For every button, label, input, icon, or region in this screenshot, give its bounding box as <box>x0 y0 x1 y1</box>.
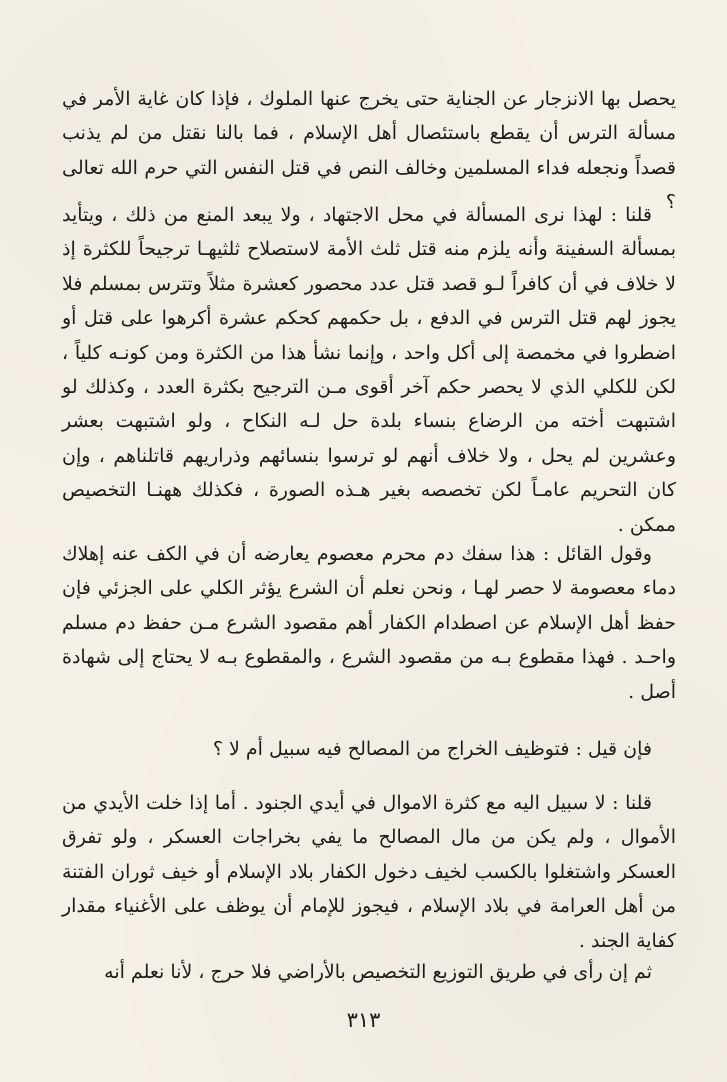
text-paragraph-3 <box>62 537 676 709</box>
page-number: ٣١٣ <box>346 1008 381 1032</box>
paragraph-text: يحصل بها الانزجار عن الجناية حتى يخرج عنها الملوك ، فإذا كان غاية الأمر في مسألة الترس أن يقطع باستئصال أهل الإسلام ، فما بالنا نقتل من لم يذنب قصداً ونجعله فداء المسلمين وخالف النص في قتل النفس التي حرم الله تعالى ؟ <box>62 88 676 214</box>
paragraph-text: فإن قيل : فتوظيف الخراج من المصالح فيه سبيل أم لا ؟ <box>212 738 652 760</box>
text-paragraph-5 <box>62 786 676 958</box>
paragraph-text: وقول القائل : هذا سفك دم محرم معصوم يعارضه أن في الكف عنه إهلاك دماء معصومة لا حصر لهـا ، ونحن نعلم أن الشرع يؤثر الكلي على الجزئي فإن حفظ أهل الإسلام عن اصطدام الكفار أهم مقصود الشرع مـن حفظ دم مسلم واحـد . فهذا مقطوع بـه من مقصود الشرع ، والمقطوع بـه لا يحتاج إلى شهادة أصل . <box>62 543 676 703</box>
text-paragraph-6 <box>62 955 676 989</box>
paragraph-text: قلنا : لا سبيل اليه مع كثرة الاموال في أيدي الجنود . أما إذا خلت الأيدي من الأموال ، ولم يكن من مال المصالح ما يفي بخراجات العسكر ، ولو تفرق العسكر واشتغلوا بالكسب لخيف دخول الكفار بلاد الإسلام أو خيف ثوران الفتنة من أهل العرامة في بلاد الإسلام ، فيجوز للإمام أن يوظف على الأغنياء مقدار كفاية الجند . <box>62 792 676 952</box>
text-paragraph-2 <box>62 198 676 542</box>
paragraph-text: ثم إن رأى في طريق التوزيع التخصيص بالأراضي فلا حرج ، لأنا نعلم أنه <box>104 961 652 983</box>
text-paragraph-4 <box>62 732 676 766</box>
paragraph-text: قلنا : لهذا نرى المسألة في محل الاجتهاد ، ولا يبعد المنع من ذلك ، ويتأيد بمسألة السفينة وأنه يلزم منه قتل ثلث الأمة لاستصلاح ثلثيهـا ترجيحاً للكثرة إذ لا خلاف في أن كافراً لـو قصد قتل عدد محصور كعشرة مثلاً وتترس بمسلم فلا يجوز لهم قتل الترس في الدفع ، بل حكمهم كحكم عشرة أكرهوا على قتل أو اضطروا في مخمصة إلى أكل واحد ، وإنما نشأ هذا من الكثرة ومن كونـه كلياً ، لكن للكلي الذي لا يحصر حكم آخر أقوى مـن الترجيح بكثرة العدد ، وكذلك لو اشتبهت أخته من الرضاع بنساء بلدة حل لـه النكاح ، ولو اشتبهت بعشر وعشرين لم يحل ، ولا خلاف أنهم لو ترسوا بنسائهم وذراريهم قاتلناهم ، وإن كان التحريم عامـاً لكن تخصصه بغير هـذه الصورة ، فكذلك ههنـا التخصيص ممكن . <box>62 204 676 536</box>
